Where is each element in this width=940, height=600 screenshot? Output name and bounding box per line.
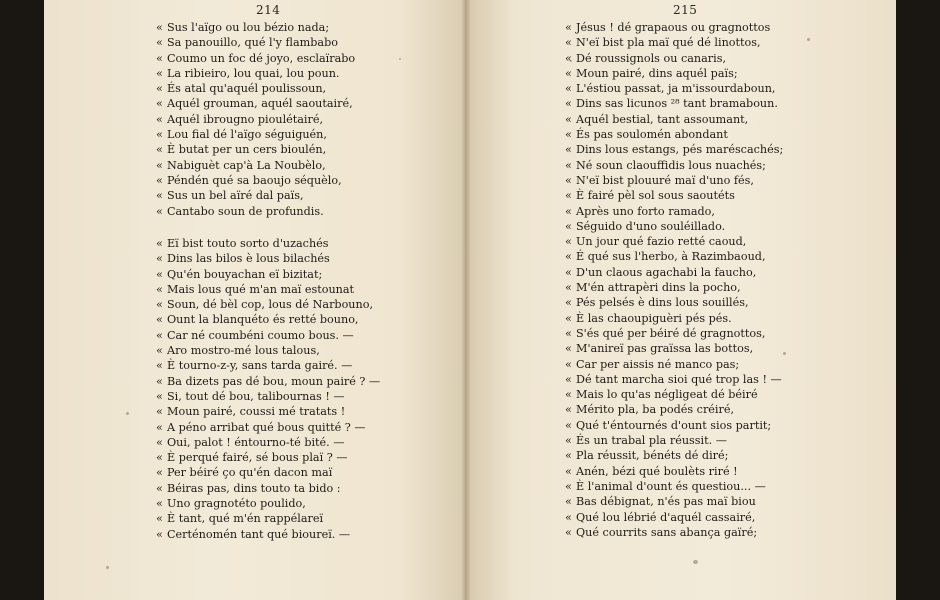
- verse-text: É qué sus l'herbo, à Razimbaoud,: [576, 250, 766, 264]
- quote-mark: «: [565, 479, 572, 493]
- verse-line: [565, 20, 783, 35]
- verse-line: [156, 112, 355, 127]
- quote-mark: «: [156, 66, 163, 80]
- verse-line: [565, 142, 783, 157]
- quote-mark: «: [565, 143, 572, 157]
- book-spread: [44, 0, 896, 600]
- verse-line: [565, 158, 783, 173]
- verse-line: [565, 311, 783, 326]
- verse-text: È fairé pèl sol sous saoutéts: [576, 189, 735, 203]
- quote-mark: «: [156, 204, 163, 218]
- verse-text: Qué lou lébrié d'aquél cassairé,: [576, 510, 756, 524]
- verse-text: Aquél grouman, aquél saoutairé,: [167, 97, 353, 111]
- verse-text: Car per aissis né manco pas;: [576, 357, 740, 371]
- verse-line: [156, 188, 355, 203]
- verse-text: Si, tout dé bou, talibournas ! —: [167, 389, 345, 403]
- page-number-right: 215: [673, 3, 698, 17]
- verse-line: [156, 328, 380, 343]
- verse-text: És pas soulomén abondant: [576, 128, 728, 142]
- verse-line: [565, 418, 783, 433]
- verse-line: [156, 343, 380, 358]
- quote-mark: «: [565, 449, 572, 463]
- verse-line: [156, 236, 380, 251]
- verse-text: Ount la blanquéto és retté bouno,: [167, 313, 359, 327]
- verse-text: Qu'én bouyachan eï bizitat;: [167, 267, 323, 281]
- paper-speck: [126, 412, 129, 415]
- verse-line: [156, 66, 355, 81]
- verse-line: [565, 326, 783, 341]
- verse-text: Soun, dé bèl cop, lous dé Narbouno,: [167, 298, 374, 312]
- verse-text: Mais lo qu'as négligeat dé béiré: [576, 388, 758, 402]
- quote-mark: «: [156, 143, 163, 157]
- verse-line: [156, 435, 380, 450]
- verse-text: Bas débignat, n'és pas maï biou: [576, 495, 756, 509]
- verse-text: Pés pelsés è dins lous souillés,: [576, 296, 749, 310]
- verse-text: M'anireï pas graïssa las bottos,: [576, 342, 754, 356]
- quote-mark: «: [156, 282, 163, 296]
- verse-text: Nabiguèt cap'à La Noubèlo,: [167, 158, 326, 172]
- verse-line: [565, 494, 783, 509]
- paper-speck: [399, 58, 401, 60]
- verse-text: È tant, qué m'én rappélareï: [167, 512, 324, 526]
- quote-mark: «: [565, 204, 572, 218]
- verse-line: [565, 479, 783, 494]
- verse-line: [565, 81, 783, 96]
- quote-mark: «: [565, 311, 572, 325]
- quote-mark: «: [156, 435, 163, 449]
- verse-text: È las chaoupiguèri pés pés.: [576, 311, 732, 325]
- verse-lines: [565, 20, 783, 540]
- verse-line: [565, 433, 783, 448]
- verse-text: La ribieiro, lou quai, lou poun.: [167, 66, 340, 80]
- verse-line: [156, 374, 380, 389]
- quote-mark: «: [156, 128, 163, 142]
- verse-text: Dins las bilos è lous bilachés: [167, 252, 330, 266]
- quote-mark: «: [565, 189, 572, 203]
- verse-line: [156, 158, 355, 173]
- verse-line: [565, 96, 783, 111]
- verse-line: [565, 66, 783, 81]
- verse-text: És atal qu'aquél poulissoun,: [167, 82, 327, 96]
- quote-mark: «: [565, 281, 572, 295]
- paper-speck: [693, 560, 698, 564]
- quote-mark: «: [156, 359, 163, 373]
- quote-mark: «: [565, 158, 572, 172]
- verse-text: N'eï bist plouuré maï d'uno fés,: [576, 173, 754, 187]
- verse-line: [156, 297, 380, 312]
- verse-text: Sus un bel aïré dal païs,: [167, 189, 304, 203]
- quote-mark: «: [565, 510, 572, 524]
- verse-text: És un trabal pla réussit. —: [576, 434, 727, 448]
- quote-mark: «: [565, 66, 572, 80]
- quote-mark: «: [565, 21, 572, 34]
- verse-line: [565, 448, 783, 463]
- paper-speck: [807, 38, 810, 41]
- verse-line: [156, 96, 355, 111]
- verse-text: Aquél bestial, tant assoumant,: [576, 112, 749, 126]
- verse-line: [565, 204, 783, 219]
- quote-mark: «: [565, 342, 572, 356]
- verse-text: Né soun claouffidis lous nuachés;: [576, 158, 766, 172]
- quote-mark: «: [565, 372, 572, 386]
- quote-mark: «: [156, 97, 163, 111]
- verse-line: [565, 112, 783, 127]
- verse-text: Coumo un foc dé joyo, esclaïrabo: [167, 51, 356, 65]
- quote-mark: «: [565, 525, 572, 539]
- verse-line: [156, 20, 355, 35]
- stanza-1: [156, 20, 355, 219]
- book-gutter: [461, 0, 471, 600]
- verse-line: [565, 372, 783, 387]
- verse-line: [156, 173, 355, 188]
- verse-text: Péndén qué sa baoujo séquèlo,: [167, 173, 342, 187]
- verse-line: [156, 127, 355, 142]
- verse-text: Aro mostro-mé lous talous,: [167, 344, 320, 358]
- quote-mark: «: [156, 82, 163, 96]
- verse-line: [565, 173, 783, 188]
- verse-text: Béiras pas, dins touto ta bido :: [167, 481, 341, 495]
- quote-mark: «: [156, 21, 163, 34]
- verse-line: [565, 219, 783, 234]
- quote-mark: «: [565, 403, 572, 417]
- verse-line: [156, 511, 380, 526]
- quote-mark: «: [565, 296, 572, 310]
- verse-text: A péno arribat qué bous quitté ? —: [167, 420, 366, 434]
- verse-line: [156, 450, 380, 465]
- verse-text: Qué courrits sans abança gaïré;: [576, 525, 758, 539]
- quote-mark: «: [565, 97, 572, 111]
- verse-line: [156, 389, 380, 404]
- paper-speck: [783, 352, 786, 355]
- quote-mark: «: [156, 237, 163, 250]
- verse-line: [156, 81, 355, 96]
- verse-text: È l'animal d'ount és questiou... —: [576, 479, 766, 493]
- verse-text: Uno gragnotéto poulido,: [167, 497, 306, 511]
- quote-mark: «: [156, 405, 163, 419]
- verse-text: È tourno-z-y, sans tarda gairé. —: [167, 359, 353, 373]
- quote-mark: «: [565, 326, 572, 340]
- verse-text: Lou fial dé l'aïgo séguiguén,: [167, 128, 327, 142]
- quote-mark: «: [565, 357, 572, 371]
- verse-line: [156, 496, 380, 511]
- left-page: [44, 0, 465, 600]
- quote-mark: «: [156, 51, 163, 65]
- verse-line: [156, 282, 380, 297]
- quote-mark: «: [565, 36, 572, 50]
- verse-text: Pla réussit, bénéts dé diré;: [576, 449, 729, 463]
- verse-text: Moun pairé, dins aquél païs;: [576, 66, 738, 80]
- quote-mark: «: [156, 374, 163, 388]
- quote-mark: «: [565, 128, 572, 142]
- verse-text: Qué t'éntournés d'ount sios partit;: [576, 418, 772, 432]
- quote-mark: «: [156, 389, 163, 403]
- verse-line: [565, 464, 783, 479]
- quote-mark: «: [565, 219, 572, 233]
- quote-mark: «: [156, 328, 163, 342]
- verse-text: È butat per un cers bioulén,: [167, 143, 327, 157]
- paper-speck: [570, 60, 572, 62]
- verse-line: [565, 525, 783, 540]
- paper-speck: [106, 566, 109, 569]
- verse-text: M'én attrapèri dins la pocho,: [576, 281, 741, 295]
- verse-line: [156, 204, 355, 219]
- verse-line: [156, 404, 380, 419]
- quote-mark: «: [565, 250, 572, 264]
- verse-text: Cantabo soun de profundis.: [167, 204, 324, 218]
- quote-mark: «: [156, 451, 163, 465]
- verse-line: [156, 312, 380, 327]
- verse-line: [156, 142, 355, 157]
- quote-mark: «: [156, 313, 163, 327]
- quote-mark: «: [565, 434, 572, 448]
- verse-text: Sa panouillo, qué l'y flambabo: [167, 36, 338, 50]
- verse-text: Mais lous qué m'an maï estounat: [167, 282, 355, 296]
- verse-line: [565, 127, 783, 142]
- verse-line: [156, 481, 380, 496]
- quote-mark: «: [156, 298, 163, 312]
- verse-text: Anén, bézi qué boulèts riré !: [576, 464, 738, 478]
- verse-text: Aquél ibrougno pioulétairé,: [167, 112, 324, 126]
- quote-mark: «: [156, 252, 163, 266]
- verse-text: S'és qué per béiré dé gragnottos,: [576, 326, 766, 340]
- quote-mark: «: [565, 112, 572, 126]
- verse-text: Eï bist touto sorto d'uzachés: [167, 237, 329, 250]
- verse-line: [156, 267, 380, 282]
- verse-line: [156, 527, 380, 542]
- verse-text: Certénomén tant qué bioureï. —: [167, 527, 351, 541]
- verse-line: [565, 234, 783, 249]
- verse-text: N'eï bist pla maï qué dé linottos,: [576, 36, 761, 50]
- quote-mark: «: [565, 495, 572, 509]
- quote-mark: «: [156, 497, 163, 511]
- verse-text: Jésus ! dé grapaous ou gragnottos: [576, 21, 771, 34]
- verse-text: Ba dizets pas dé bou, moun pairé ? —: [167, 374, 381, 388]
- verse-line: [156, 420, 380, 435]
- verse-line: [565, 265, 783, 280]
- verse-text: Après uno forto ramado,: [576, 204, 715, 218]
- verse-line: [565, 402, 783, 417]
- verse-line: [156, 465, 380, 480]
- verse-text: Oui, palot ! éntourno-té bité. —: [167, 435, 345, 449]
- quote-mark: «: [156, 173, 163, 187]
- verse-text: Moun pairé, coussi mé tratats !: [167, 405, 346, 419]
- quote-mark: «: [156, 267, 163, 281]
- quote-mark: «: [156, 512, 163, 526]
- quote-mark: «: [156, 481, 163, 495]
- quote-mark: «: [565, 235, 572, 249]
- quote-mark: «: [565, 82, 572, 96]
- quote-mark: «: [156, 158, 163, 172]
- verse-line: [565, 188, 783, 203]
- quote-mark: «: [565, 173, 572, 187]
- quote-mark: «: [156, 420, 163, 434]
- verse-line: [565, 280, 783, 295]
- verse-line: [156, 358, 380, 373]
- page-number-left: 214: [256, 3, 281, 17]
- verse-text: Dins lous estangs, pés maréscachés;: [576, 143, 784, 157]
- quote-mark: «: [565, 388, 572, 402]
- quote-mark: «: [565, 265, 572, 279]
- verse-line: [156, 51, 355, 66]
- verse-text: Dins sas licunos ²⁸ tant bramaboun.: [576, 97, 778, 111]
- verse-line: [156, 35, 355, 50]
- verse-line: [565, 357, 783, 372]
- quote-mark: «: [565, 51, 572, 65]
- quote-mark: «: [156, 36, 163, 50]
- verse-text: Séguido d'uno souléillado.: [576, 219, 726, 233]
- quote-mark: «: [565, 464, 572, 478]
- verse-text: Dé tant marcha sioi qué trop las ! —: [576, 372, 782, 386]
- verse-line: [565, 387, 783, 402]
- stanza-2: [156, 236, 380, 542]
- verse-line: [565, 51, 783, 66]
- quote-mark: «: [156, 344, 163, 358]
- quote-mark: «: [565, 418, 572, 432]
- verse-text: D'un claous agachabi la faucho,: [576, 265, 757, 279]
- quote-mark: «: [156, 466, 163, 480]
- quote-mark: «: [156, 112, 163, 126]
- quote-mark: «: [156, 527, 163, 541]
- verse-text: Sus l'aïgo ou lou bézio nada;: [167, 21, 330, 34]
- verse-text: L'éstiou passat, ja m'issourdaboun,: [576, 82, 776, 96]
- quote-mark: «: [156, 189, 163, 203]
- right-page: [465, 0, 896, 600]
- verse-text: Un jour qué fazio retté caoud,: [576, 235, 747, 249]
- verse-line: [565, 249, 783, 264]
- verse-text: È perqué fairé, sé bous plaï ? —: [167, 451, 348, 465]
- verse-text: Mérito pla, ba podés créiré,: [576, 403, 735, 417]
- verse-text: Car né coumbéni coumo bous. —: [167, 328, 354, 342]
- verse-line: [565, 510, 783, 525]
- verse-text: Dé roussignols ou canaris,: [576, 51, 727, 65]
- verse-text: Per béiré ço qu'én dacon maï: [167, 466, 333, 480]
- verse-line: [565, 35, 783, 50]
- verse-line: [156, 251, 380, 266]
- verse-line: [565, 295, 783, 310]
- verse-line: [565, 341, 783, 356]
